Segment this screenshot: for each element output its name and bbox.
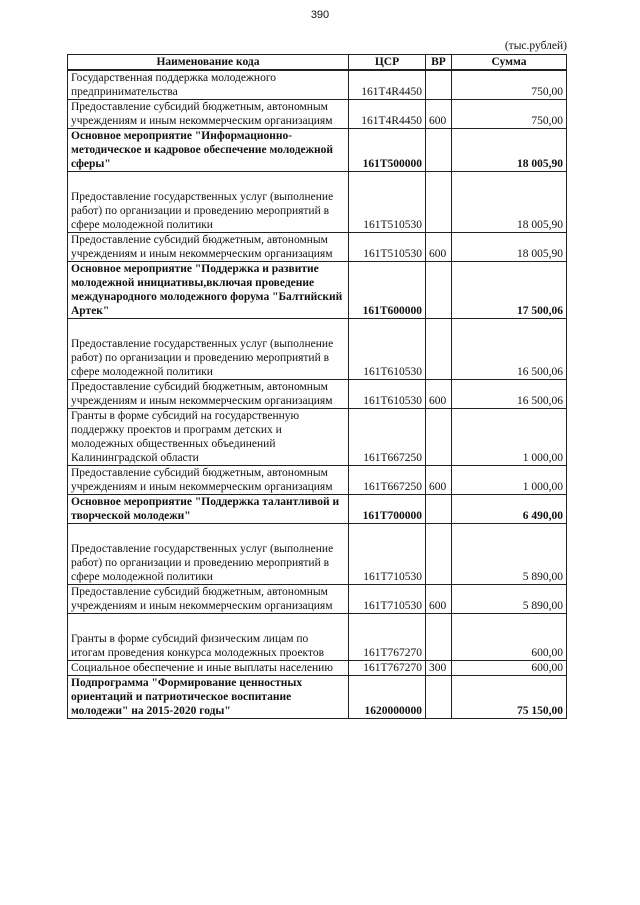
cell-vr: 600 xyxy=(426,585,452,614)
cell-name: Гранты в форме субсидий физическим лицам по итогам проведения конкурса молодежных проектов xyxy=(68,614,349,661)
cell-name: Подпрограмма "Формирование ценностных ориентаций и патриотическое воспитание молодежи" на 2015-2020 годы" xyxy=(68,676,349,719)
table-row xyxy=(68,380,567,409)
cell-name: Гранты в форме субсидий на государственную поддержку проектов и программ детских и молодежных общественных объединений Калининградской области xyxy=(68,409,349,466)
cell-vr xyxy=(426,614,452,661)
cell-name: Предоставление субсидий бюджетным, автономным учреждениям и иным некоммерческим организациям xyxy=(68,380,349,409)
table-row xyxy=(68,585,567,614)
cell-sum: 750,00 xyxy=(452,70,567,100)
header-csr: ЦСР xyxy=(349,55,426,71)
cell-name: Социальное обеспечение и иные выплаты населению xyxy=(68,661,349,676)
cell-sum: 1 000,00 xyxy=(452,409,567,466)
table-row xyxy=(68,409,567,466)
cell-name: Основное мероприятие "Информационно-методическое и кадровое обеспечение молодежной сферы" xyxy=(68,129,349,172)
cell-vr: 600 xyxy=(426,233,452,262)
cell-csr: 161Т610530 xyxy=(349,319,426,380)
cell-vr xyxy=(426,495,452,524)
cell-vr: 600 xyxy=(426,380,452,409)
cell-csr: 161Т610530 xyxy=(349,380,426,409)
cell-sum: 16 500,06 xyxy=(452,319,567,380)
cell-csr: 161Т4R4450 xyxy=(349,100,426,129)
cell-sum: 18 005,90 xyxy=(452,233,567,262)
cell-sum: 750,00 xyxy=(452,100,567,129)
cell-csr: 161Т510530 xyxy=(349,233,426,262)
cell-csr: 161Т667250 xyxy=(349,466,426,495)
table-row xyxy=(68,319,567,380)
table-row xyxy=(68,172,567,233)
cell-vr xyxy=(426,676,452,719)
cell-vr xyxy=(426,129,452,172)
budget-table xyxy=(67,54,567,719)
cell-vr xyxy=(426,409,452,466)
cell-sum: 18 005,90 xyxy=(452,172,567,233)
header-vr: ВР xyxy=(426,55,452,71)
cell-vr: 300 xyxy=(426,661,452,676)
cell-csr: 161Т500000 xyxy=(349,129,426,172)
table-row xyxy=(68,495,567,524)
header-sum: Сумма xyxy=(452,55,567,71)
table-row xyxy=(68,614,567,661)
cell-sum: 5 890,00 xyxy=(452,524,567,585)
cell-csr: 161Т767270 xyxy=(349,661,426,676)
cell-csr: 161Т710530 xyxy=(349,585,426,614)
table-row xyxy=(68,661,567,676)
table-row xyxy=(68,129,567,172)
cell-sum: 6 490,00 xyxy=(452,495,567,524)
cell-sum: 600,00 xyxy=(452,614,567,661)
cell-name: Государственная поддержка молодежного предпринимательства xyxy=(68,70,349,100)
cell-csr: 161Т710530 xyxy=(349,524,426,585)
cell-name: Предоставление государственных услуг (выполнение работ) по организации и проведению мероприятий в сфере молодежной политики xyxy=(68,319,349,380)
cell-csr: 1620000000 xyxy=(349,676,426,719)
cell-sum: 1 000,00 xyxy=(452,466,567,495)
header-name: Наименование кода xyxy=(68,55,349,71)
cell-vr xyxy=(426,319,452,380)
cell-csr: 161Т700000 xyxy=(349,495,426,524)
units-label: (тыс.рублей) xyxy=(504,40,567,52)
cell-sum: 16 500,06 xyxy=(452,380,567,409)
cell-vr: 600 xyxy=(426,466,452,495)
table-row xyxy=(68,100,567,129)
cell-name: Предоставление субсидий бюджетным, автономным учреждениям и иным некоммерческим организациям xyxy=(68,466,349,495)
cell-name: Предоставление субсидий бюджетным, автономным учреждениям и иным некоммерческим организациям xyxy=(68,585,349,614)
cell-csr: 161Т510530 xyxy=(349,172,426,233)
cell-vr xyxy=(426,70,452,100)
page-number: 390 xyxy=(310,9,330,21)
cell-sum: 5 890,00 xyxy=(452,585,567,614)
cell-vr xyxy=(426,172,452,233)
cell-csr: 161Т4R4450 xyxy=(349,70,426,100)
table-row xyxy=(68,262,567,319)
cell-sum: 75 150,00 xyxy=(452,676,567,719)
table-row xyxy=(68,70,567,100)
cell-name: Предоставление субсидий бюджетным, автономным учреждениям и иным некоммерческим организациям xyxy=(68,233,349,262)
cell-csr: 161Т600000 xyxy=(349,262,426,319)
cell-vr: 600 xyxy=(426,100,452,129)
cell-csr: 161Т667250 xyxy=(349,409,426,466)
cell-vr xyxy=(426,262,452,319)
cell-sum: 18 005,90 xyxy=(452,129,567,172)
cell-sum: 600,00 xyxy=(452,661,567,676)
table-row xyxy=(68,676,567,719)
cell-vr xyxy=(426,524,452,585)
cell-sum: 17 500,06 xyxy=(452,262,567,319)
cell-name: Предоставление субсидий бюджетным, автономным учреждениям и иным некоммерческим организациям xyxy=(68,100,349,129)
table-header-row xyxy=(68,55,567,71)
table-body xyxy=(68,70,567,719)
cell-name: Предоставление государственных услуг (выполнение работ) по организации и проведению мероприятий в сфере молодежной политики xyxy=(68,524,349,585)
table-row xyxy=(68,233,567,262)
table-row xyxy=(68,524,567,585)
cell-csr: 161Т767270 xyxy=(349,614,426,661)
cell-name: Основное мероприятие "Поддержка талантливой и творческой молодежи" xyxy=(68,495,349,524)
table-row xyxy=(68,466,567,495)
cell-name: Основное мероприятие "Поддержка и развитие молодежной инициативы,включая проведение международного молодежного форума "Балтийский Артек" xyxy=(68,262,349,319)
cell-name: Предоставление государственных услуг (выполнение работ) по организации и проведению мероприятий в сфере молодежной политики xyxy=(68,172,349,233)
